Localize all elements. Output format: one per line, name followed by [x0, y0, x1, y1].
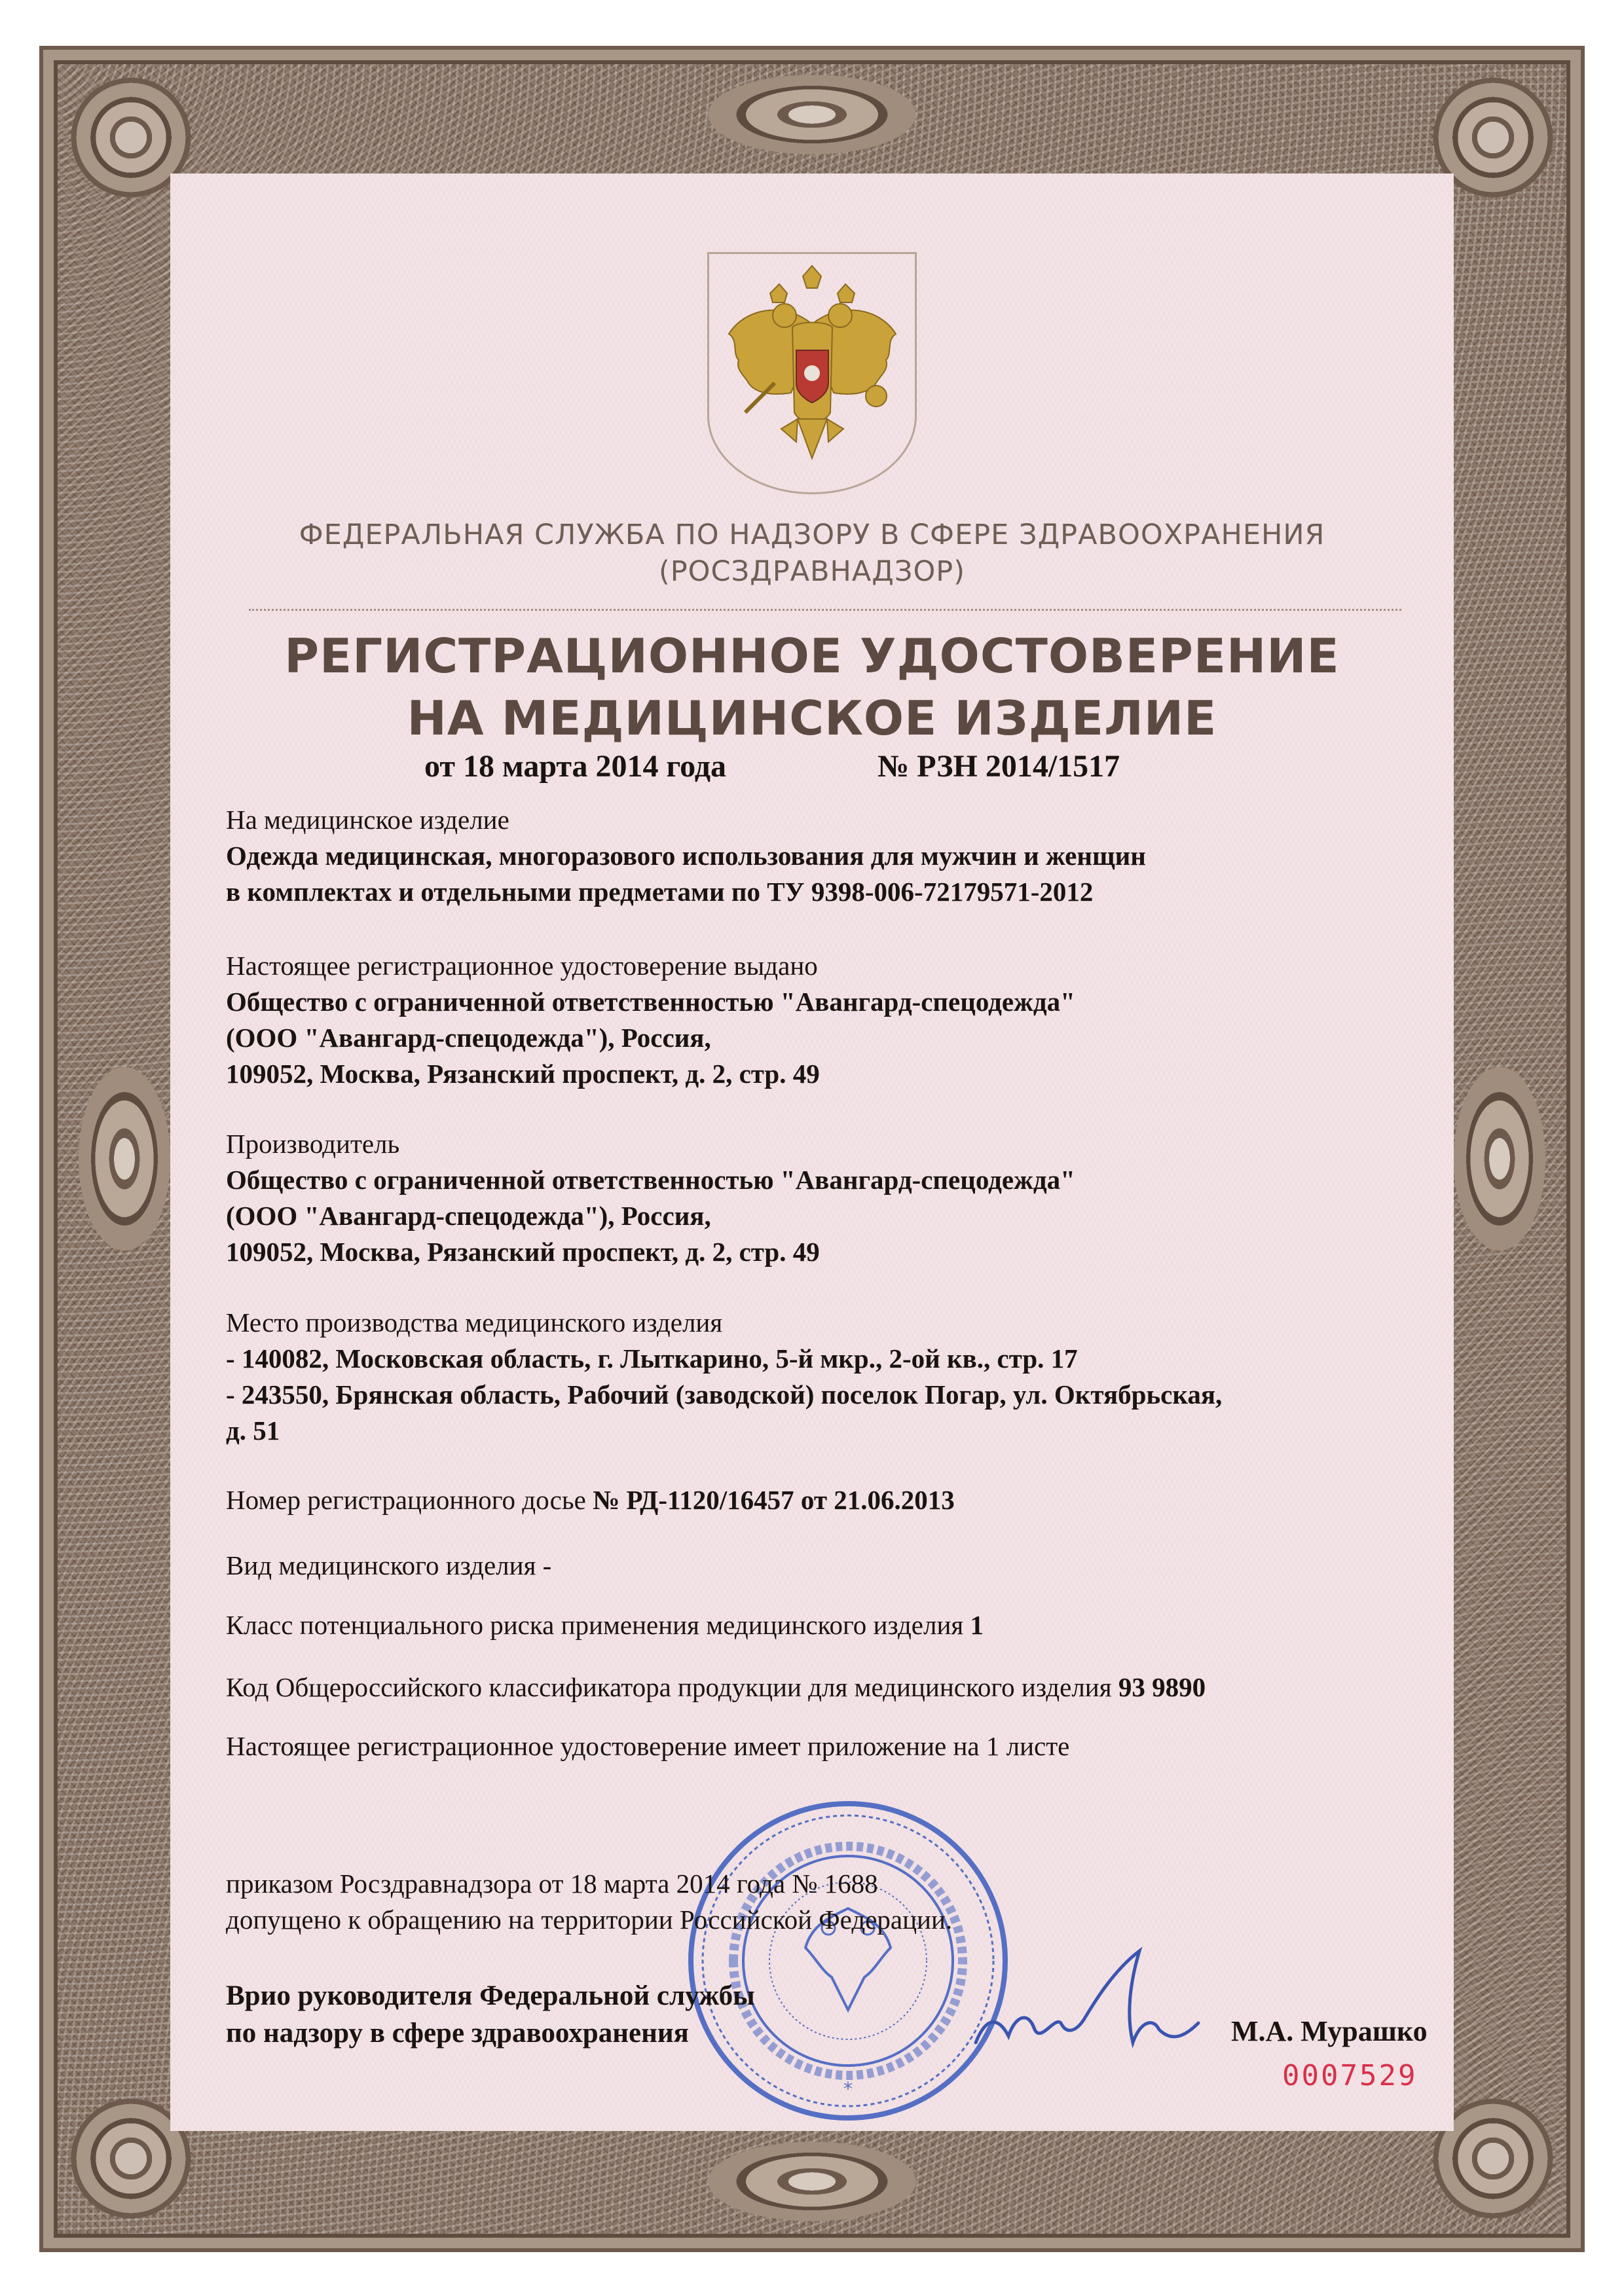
serial-number: 0007529 [1282, 2059, 1418, 2092]
agency-abbreviation: (РОСЗДРАВНАДЗОР) [658, 555, 966, 588]
signatory-name: М.А. Мурашко [1231, 2015, 1428, 2047]
manufacturer-line3: 109052, Москва, Рязанский проспект, д. 2, стр. 49 [226, 1237, 820, 1267]
side-rosette-right [1450, 1061, 1549, 1257]
double-headed-eagle-icon [719, 262, 906, 478]
document-title-line2: НА МЕДИЦИНСКОЕ ИЗДЕЛИЕ [407, 691, 1217, 746]
device-type-label: Вид медицинского изделия - [226, 1550, 552, 1580]
agency-name: ФЕДЕРАЛЬНАЯ СЛУЖБА ПО НАДЗОРУ В СФЕРЕ ЗДРАВООХРАНЕНИЯ [299, 519, 1325, 551]
certificate-number: № РЗН 2014/1517 [877, 749, 1120, 784]
holder-section [226, 948, 1075, 1092]
order-line1: приказом Росздравнадзора от 18 марта 2014 года № 1688 [226, 1868, 878, 1899]
document-title-line1: РЕГИСТРАЦИОННОЕ УДОСТОВЕРЕНИЕ [284, 629, 1340, 683]
device-label: На медицинское изделие [226, 805, 509, 835]
signature [963, 1944, 1238, 2062]
production-site-line2: - 243550, Брянская область, Рабочий (заводской) поселок Погар, ул. Октябрьская, [226, 1379, 1223, 1410]
device-name-line2: в комплектах и отдельными предметами по ТУ 9398-006-72179571-2012 [226, 877, 1094, 907]
dossier-line [226, 1482, 955, 1518]
appendix-line [226, 1728, 1069, 1764]
production-site-section [226, 1305, 1222, 1449]
device-name-line1: Одежда медицинская, многоразового использования для мужчин и женщин [226, 841, 1146, 871]
signatory-title-line1: Врио руководителя Федеральной службы [226, 1980, 755, 2011]
side-rosette-left [75, 1061, 174, 1257]
okp-code-label: Код Общероссийского классификатора продукции для медицинского изделия [226, 1672, 1118, 1702]
production-site-line1: - 140082, Московская область, г. Лыткарино, 5-й мкр., 2-ой кв., стр. 17 [226, 1343, 1078, 1374]
appendix-text: Настоящее регистрационное удостоверение имеет приложение на 1 листе [226, 1731, 1070, 1761]
risk-class-line [226, 1607, 984, 1643]
holder-line1: Общество с ограниченной ответственностью "Авангард-спецодежда" [226, 987, 1075, 1017]
dossier-label: Номер регистрационного досье [226, 1485, 593, 1515]
okp-code-value: 93 9890 [1118, 1672, 1206, 1702]
holder-line2: (ООО "Авангард-спецодежда"), Россия, [226, 1023, 711, 1053]
okp-code-line [226, 1669, 1206, 1705]
top-rosette [701, 72, 923, 157]
svg-text:*: * [843, 2078, 853, 2100]
production-site-label: Место производства медицинского изделия [226, 1307, 723, 1338]
order-line2: допущено к обращению на территории Российской Федерации. [226, 1904, 953, 1935]
header-divider [249, 609, 1401, 611]
risk-class-value: 1 [970, 1610, 984, 1640]
device-section [226, 802, 1146, 910]
manufacturer-section [226, 1126, 1075, 1270]
signatory-title-line2: по надзору в сфере здравоохранения [226, 2018, 689, 2049]
manufacturer-label: Производитель [226, 1129, 400, 1159]
production-site-line3: д. 51 [226, 1415, 280, 1446]
issue-date: от 18 марта 2014 года [424, 749, 727, 784]
holder-label: Настоящее регистрационное удостоверение выдано [226, 951, 818, 981]
manufacturer-line2: (ООО "Авангард-спецодежда"), Россия, [226, 1201, 711, 1231]
order-section [226, 1866, 952, 1938]
device-type-line [226, 1548, 551, 1584]
holder-line3: 109052, Москва, Рязанский проспект, д. 2, стр. 49 [226, 1059, 820, 1089]
risk-class-label: Класс потенциального риска применения медицинского изделия [226, 1610, 970, 1640]
signatory-title [226, 1977, 755, 2052]
bottom-rosette [701, 2139, 923, 2224]
dossier-value: № РД-1120/16457 от 21.06.2013 [593, 1485, 955, 1515]
manufacturer-line1: Общество с ограниченной ответственностью "Авангард-спецодежда" [226, 1165, 1075, 1195]
